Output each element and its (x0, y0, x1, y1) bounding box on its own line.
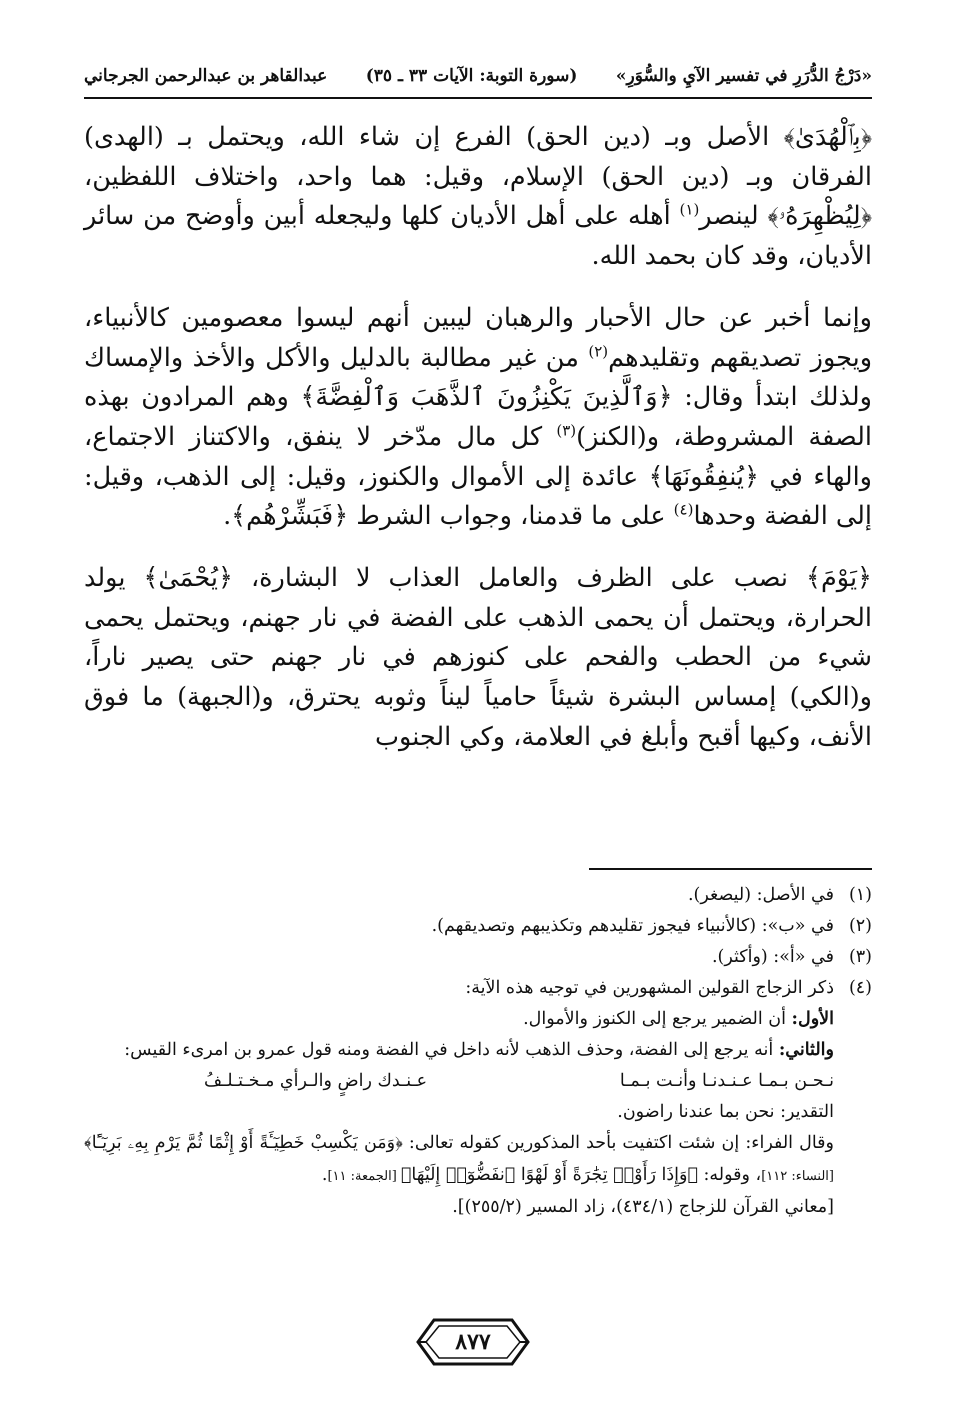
footnote-ref-4[interactable]: (٤) (673, 500, 694, 519)
paragraph-2: وإنما أخبر عن حال الأحبار والرهبان ليبين أنهم ليسوا معصومين كالأنبياء، ويجوز تصديقهم وتقليدهم$^{(٢)}$ من غير مطالبة بالدليل والأكل والأخذ والإمساك ولذلك ابتدأ وقال: ﴿وَٱلَّذِينَ يَكْنِزُونَ ٱلذَّهَبَ وَٱلْفِضَّةَ﴾ وهم المرادون بهذه الصفة المشروطة، و(الكنز)$^{(٣)}$ كل مال مدّخر لا ينفق، والاكتناز الاجتماع، والهاء في ﴿يُنفِقُونَهَا﴾ عائدة إلى الأموال والكنوز، وقيل: إلى الذهب، وقيل: إلى الفضة وحدها$^{(٤)}$ على ما قدمنا، وجواب الشرط ﴿فَبَشِّرْهُم﴾. (84, 302, 873, 532)
main-text (84, 118, 872, 780)
poem-hemistich-2: عـنـدك راضٍ والـرأي مـخـتـلـفُ (204, 1071, 428, 1091)
footnote-4-taqdir: التقدير: نحن بما عندنا راضون. (617, 1102, 834, 1122)
footnote-4-farra: وقال الفراء: إن شئت اكتفيت بأحد المذكورين كقوله تعالى: ﴿وَمَن يَكْسِبْ خَطِيٓـَٔةً أَوْ إِثْمًا ثُمَّ يَرْمِ بِهِۦ بَرِيٓـًٔا﴾ [النساء: ١١٢]، وقوله: ﴿وَإِذَا رَأَوْا۟ تِجَٰرَةً أَوْ لَهْوًا ٱنفَضُّوٓا۟ إِلَيْهَا﴾ [الجمعة: ١١]. (84, 1133, 834, 1185)
page-number: ٨٧٧ (455, 1329, 491, 1355)
running-header (84, 60, 872, 92)
footnote-4: (٤) ذكر الزجاج القولين المشهورين في توجيه هذه الآية: (465, 978, 872, 998)
footnotes (84, 880, 872, 1223)
poem-hemistich-1: نـحـن بـمـا عـنـدنـا وأنـت بـمـا (619, 1071, 834, 1091)
author-name: عبدالقاهر بن عبدالرحمن الجرجاني (84, 66, 328, 86)
footnote-ref-2[interactable]: (٢) (588, 342, 609, 361)
footnote-1: (١) في الأصل: (ليصغر). (687, 885, 872, 905)
page-number-ornament (414, 1314, 532, 1370)
poem-verse (84, 1066, 872, 1097)
paragraph-1: ﴿بِٱلْهُدَىٰ﴾ الأصل وبـ (دين الحق) الفرع إن شاء الله، ويحتمل بـ (الهدى) الفرقان وبـ (دين الحق) الإسلام، وقيل: هما واحد، واختلاف اللفظين، ﴿لِيُظْهِرَهُۥ﴾ لينصر$^{(١)}$ أهله على أهل الأديان كلها وليجعله أبين وأوضح من سائر الأديان، وقد كان بحمد الله. (84, 122, 873, 272)
footnote-rule (589, 868, 872, 870)
footnote-4-second: والثاني: أنه يرجع إلى الفضة، وحذف الذهب لأنه داخل في الفضة ومنه قول عمرو بن امرىء القيس: (124, 1040, 834, 1060)
book-title: «دَرْجُ الدُّرَرِ في تفسير الآيِ والسُّوَرِ» (615, 66, 872, 86)
footnote-4-first: الأول: أن الضمير يرجع إلى الكنوز والأموال. (523, 1009, 834, 1029)
footnote-3: (٣) في «أ»: (وأكثر). (711, 947, 872, 967)
footnote-ref-3[interactable]: (٣) (556, 421, 577, 440)
footnote-ref-1[interactable]: (١) (679, 200, 700, 219)
paragraph-3: ﴿يَوْمَ﴾ نصب على الظرف والعامل العذاب لا البشارة، ﴿يُحْمَىٰ﴾ يولد الحرارة، ويحتمل أن يحمى الذهب على الفضة في نار جهنم، ويحتمل يحمى شيء من الحطب والفحم على كنوزهم في نار جهنم حتى يصير ناراً، و(الكي) إمساس البشرة شيئاً حامياً ليناً وثوبه يحترق، و(الجبهة) ما فوق الأنف، وكيها أقبح وأبلغ في العلامة، وكي الجنوب (84, 563, 872, 752)
section-title: (سورة التوبة: الآيات ٣٣ ـ ٣٥) (365, 66, 578, 86)
footnote-4-sources: [معاني القرآن للزجاج (٤٣٤/١)، زاد المسير (٢٥٥/٢)]. (452, 1197, 834, 1217)
footnote-2: (٢) في «ب»: (كالأنبياء فيجوز تقليدهم وتكذيبهم وتصديقهم). (431, 916, 872, 936)
header-rule (84, 97, 872, 99)
